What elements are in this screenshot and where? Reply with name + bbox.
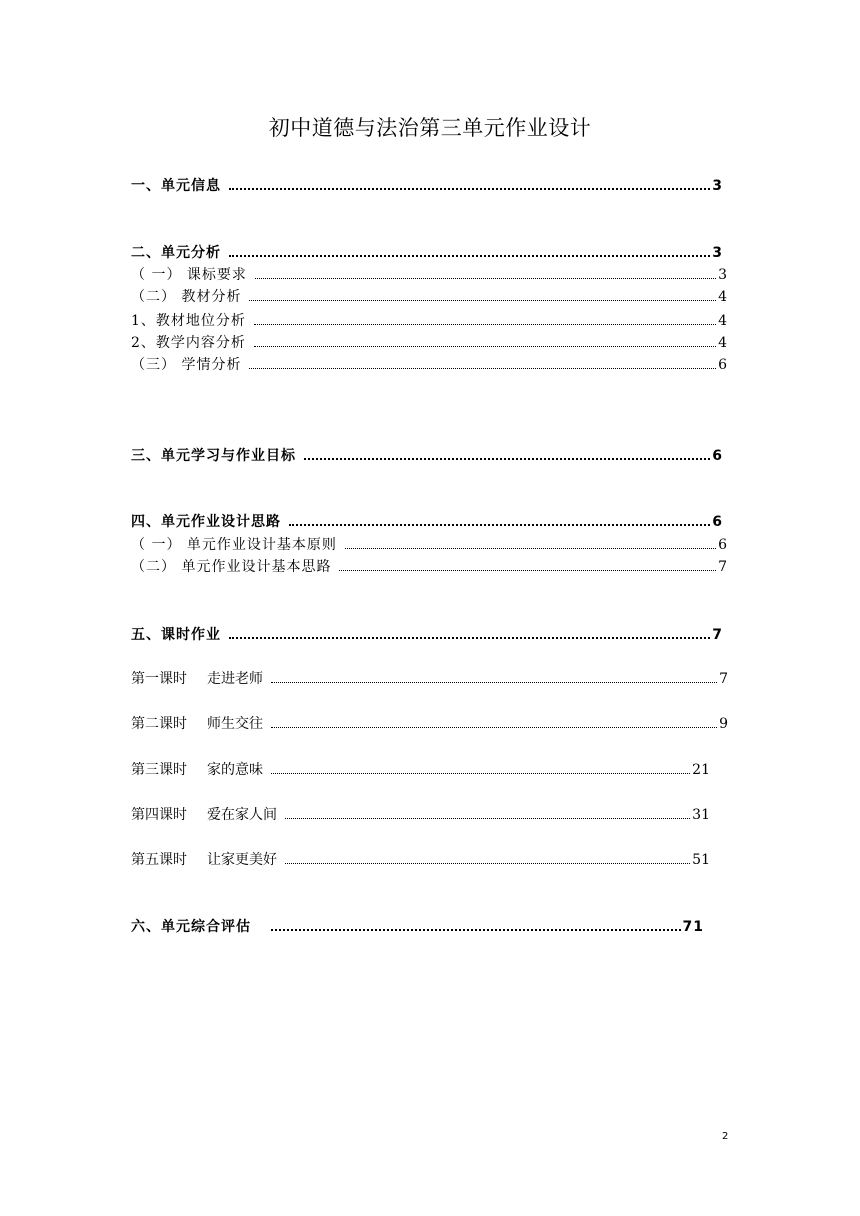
toc-entry-lesson-4[interactable] (131, 805, 710, 825)
toc-leader (254, 345, 716, 347)
toc-label: 第五课时 (131, 852, 187, 868)
toc-leader (339, 569, 716, 571)
toc-entry-learning-goals[interactable] (131, 446, 723, 466)
toc-label: 四、单元作业设计思路 (131, 514, 281, 530)
toc-entry-design-approach[interactable] (131, 512, 723, 532)
toc-page: 71 (682, 919, 704, 935)
toc-entry-textbook-analysis[interactable] (131, 287, 728, 307)
toc-page: 4 (718, 313, 728, 329)
toc-topic: 家的意味 (207, 762, 263, 778)
toc-page: 4 (718, 335, 728, 351)
toc-entry-unit-info[interactable] (131, 176, 723, 196)
toc-label: 2、教学内容分析 (131, 335, 246, 351)
toc-leader (289, 523, 710, 526)
toc-leader (271, 772, 690, 774)
toc-entry-lesson-homework[interactable] (131, 625, 723, 645)
toc-leader (271, 726, 717, 728)
toc-leader (229, 254, 710, 257)
toc-page: 21 (692, 762, 710, 778)
toc-page: 3 (712, 178, 723, 194)
toc-label: （三） 学情分析 (131, 357, 242, 373)
toc-page: 7 (718, 559, 728, 575)
toc-label: 二、单元分析 (131, 245, 221, 261)
toc-entry-lesson-1[interactable] (131, 669, 728, 689)
toc-page: 3 (718, 267, 728, 283)
toc-page: 7 (712, 627, 723, 643)
toc-page: 9 (719, 716, 728, 732)
toc-label: 第四课时 (131, 807, 187, 823)
page-number: 2 (722, 1131, 729, 1142)
toc-entry-lesson-3[interactable] (131, 760, 710, 780)
toc-leader (304, 457, 710, 460)
toc-page: 6 (718, 357, 728, 373)
toc-entry-textbook-position[interactable] (131, 311, 728, 331)
toc-label: 三、单元学习与作业目标 (131, 448, 296, 464)
toc-leader (229, 636, 710, 639)
toc-page: 31 (692, 807, 710, 823)
toc-leader (255, 277, 716, 279)
toc-label: （ 一） 单元作业设计基本原则 (131, 537, 337, 553)
toc-entry-learner-analysis[interactable] (131, 355, 728, 375)
toc-leader (249, 367, 716, 369)
toc-label: 第三课时 (131, 762, 187, 778)
toc-leader (285, 817, 690, 819)
toc-leader (345, 547, 716, 549)
toc-page: 6 (712, 448, 723, 464)
toc-label: （ 一） 课标要求 (131, 267, 247, 283)
toc-leader (271, 928, 681, 931)
toc-label: 1、教材地位分析 (131, 313, 246, 329)
toc-entry-unit-analysis[interactable] (131, 243, 723, 263)
toc-topic: 走进老师 (207, 671, 263, 687)
toc-entry-comprehensive-evaluation[interactable] (131, 917, 704, 937)
document-title: 初中道德与法治第三单元作业设计 (268, 116, 592, 140)
toc-label: （二） 单元作业设计基本思路 (131, 559, 332, 575)
toc-label: 第二课时 (131, 716, 187, 732)
toc-topic: 爱在家人间 (207, 807, 277, 823)
toc-entry-design-ideas[interactable] (131, 557, 728, 577)
toc-label: 六、单元综合评估 (131, 919, 251, 935)
toc-entry-curriculum-requirements[interactable] (131, 265, 728, 285)
toc-leader (229, 187, 710, 190)
toc-label: 五、课时作业 (131, 627, 221, 643)
toc-entry-lesson-2[interactable] (131, 714, 728, 734)
toc-leader (271, 681, 717, 683)
toc-label: （二） 教材分析 (131, 289, 242, 305)
toc-page: 6 (718, 537, 728, 553)
toc-page: 3 (712, 245, 723, 261)
toc-entry-teaching-content[interactable] (131, 333, 728, 353)
toc-topic: 师生交往 (207, 716, 263, 732)
toc-page: 4 (718, 289, 728, 305)
toc-leader (254, 323, 716, 325)
toc-label: 第一课时 (131, 671, 187, 687)
toc-topic: 让家更美好 (207, 852, 277, 868)
toc-entry-lesson-5[interactable] (131, 850, 710, 870)
toc-label: 一、单元信息 (131, 178, 221, 194)
toc-page: 51 (692, 852, 710, 868)
toc-leader (285, 862, 690, 864)
toc-entry-design-principles[interactable] (131, 535, 728, 555)
toc-page: 6 (712, 514, 723, 530)
toc-page: 7 (719, 671, 728, 687)
toc-leader (249, 299, 716, 301)
